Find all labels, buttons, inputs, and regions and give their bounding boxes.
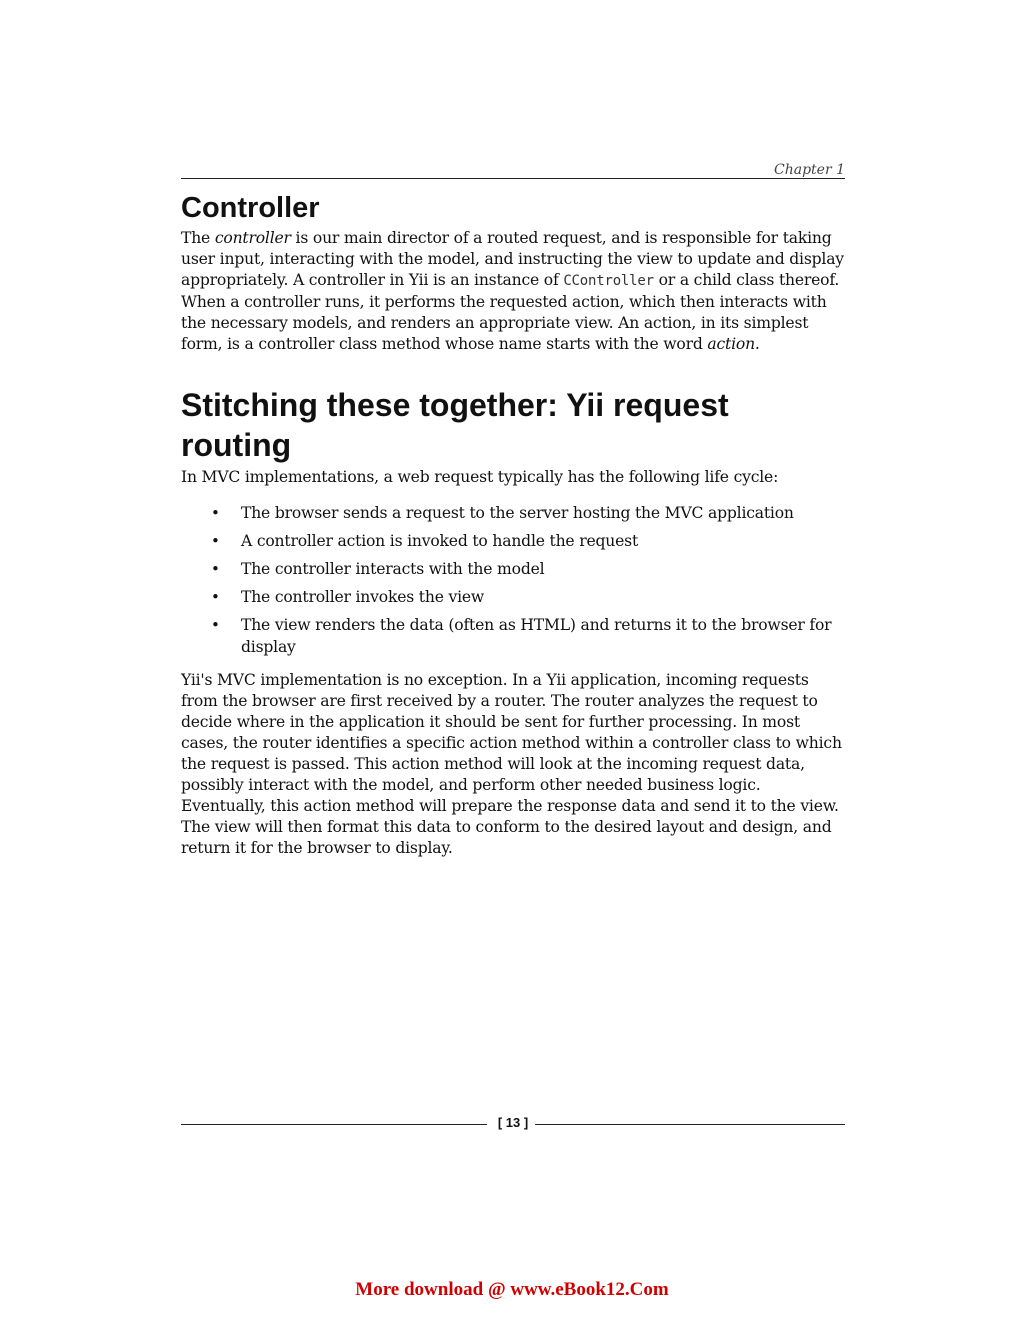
lifecycle-list bbox=[181, 502, 845, 658]
controller-text-4: . bbox=[754, 335, 760, 353]
list-item bbox=[181, 502, 845, 524]
routing-paragraph: Yii's MVC implementation is no exception. In a Yii application, incoming requests from the browser are first received by a router. The router analyzes the request to decide where in the application it should be sent for further processing. In most cases, the router identifies a specific action method within a controller class to which the request is passed. This action method will look at the incoming request data, possibly interact with the model, and perform other needed business logic. Eventually, this action method will prepare the response data and send it to the view. The view will then format this data to conform to the desired layout and design, and return it for the browser to display. bbox=[181, 671, 842, 857]
list-item-text: The browser sends a request to the server hosting the MVC application bbox=[241, 504, 794, 522]
page-footer bbox=[181, 1114, 845, 1134]
controller-text-2: is our main director of a routed request, and is responsible for taking user input, interacting with the model, and instructing the view to update and display appropriately. A controller in Yii is an instance of bbox=[181, 229, 844, 289]
action-term: action bbox=[707, 335, 755, 353]
controller-term: controller bbox=[214, 229, 291, 247]
bullet-icon: • bbox=[211, 616, 220, 634]
controller-text-1: The bbox=[181, 229, 215, 247]
list-item bbox=[181, 558, 845, 580]
list-item-text: The controller invokes the view bbox=[241, 588, 485, 606]
promo-link[interactable]: More download @ www.eBook12.Com bbox=[355, 1279, 669, 1300]
bullet-icon: • bbox=[211, 504, 220, 522]
bullet-icon: • bbox=[211, 532, 220, 550]
controller-heading: Controller bbox=[181, 192, 320, 224]
routing-intro: In MVC implementations, a web request typically has the following life cycle: bbox=[181, 468, 779, 486]
list-item-text: A controller action is invoked to handle the request bbox=[241, 532, 639, 550]
list-item bbox=[181, 530, 845, 552]
footer-rule-right bbox=[535, 1124, 845, 1125]
list-item-text: The controller interacts with the model bbox=[241, 560, 545, 578]
controller-text-3: or a child class thereof. When a controller runs, it performs the requested action, which then interacts with the necessary models, and renders an appropriate view. An action, in its simplest form, is a controller class method whose name starts with the word bbox=[181, 271, 840, 353]
list-item-text: The view renders the data (often as HTML) and returns it to the browser for display bbox=[241, 616, 832, 656]
chapter-label: Chapter 1 bbox=[774, 162, 845, 178]
page-number: [ 13 ] bbox=[497, 1115, 529, 1130]
routing-heading: Stitching these together: Yii request routing bbox=[181, 387, 729, 463]
list-item bbox=[181, 614, 845, 658]
bullet-icon: • bbox=[211, 560, 220, 578]
page-content bbox=[181, 190, 845, 859]
controller-paragraph bbox=[181, 228, 845, 355]
running-header bbox=[181, 158, 845, 179]
ccontroller-code: CController bbox=[563, 273, 654, 289]
bullet-icon: • bbox=[211, 588, 220, 606]
list-item bbox=[181, 586, 845, 608]
